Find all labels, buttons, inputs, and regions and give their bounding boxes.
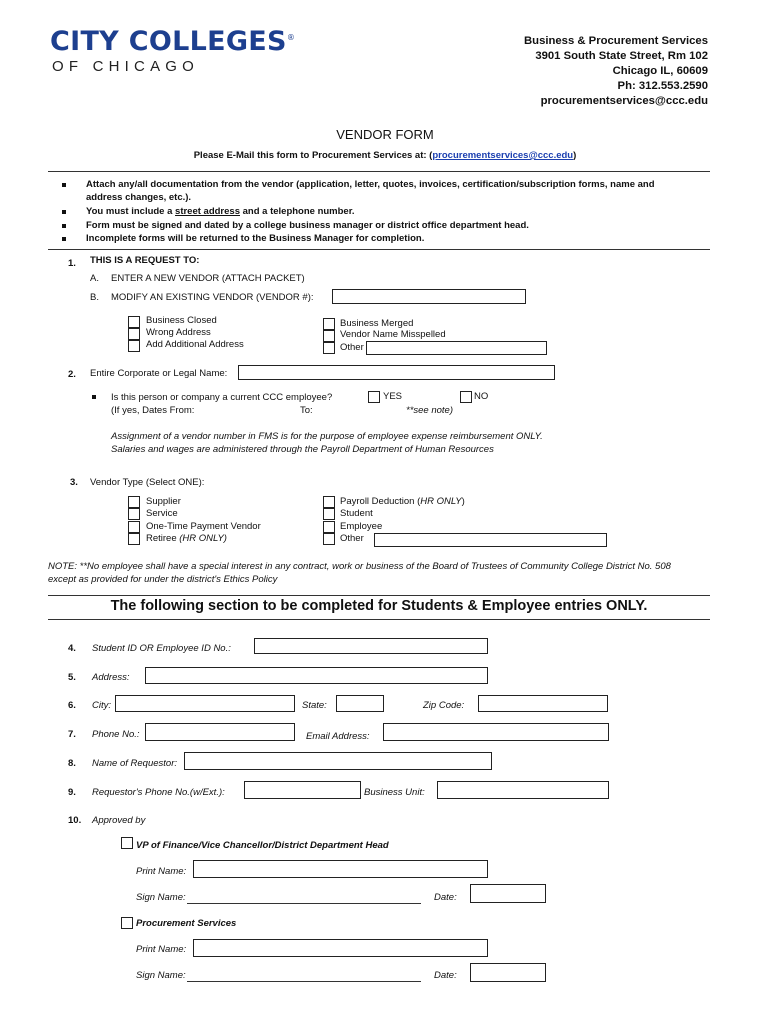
vendor-number-input[interactable] bbox=[332, 289, 526, 304]
add-address-checkbox[interactable] bbox=[128, 340, 140, 352]
vp-signature-line[interactable] bbox=[187, 903, 421, 904]
proc-sign-name-label: Sign Name: bbox=[136, 970, 186, 981]
name-misspelled-label: Vendor Name Misspelled bbox=[340, 329, 446, 340]
payroll-deduction-label: Payroll Deduction (HR ONLY) bbox=[340, 496, 465, 507]
q3-other-checkbox[interactable] bbox=[323, 533, 335, 545]
bullet-dot bbox=[92, 395, 96, 399]
procurement-email-link[interactable]: procurementservices@ccc.edu bbox=[432, 150, 574, 161]
instruction-1-cont: address changes, etc.). bbox=[86, 192, 192, 203]
instruction-1: Attach any/all documentation from the vendor (application, letter, quotes, invoices, certification/subscription forms, name and bbox=[86, 179, 655, 190]
instruction-2-underline: street address bbox=[175, 206, 240, 217]
business-merged-checkbox[interactable] bbox=[323, 318, 335, 330]
business-closed-checkbox[interactable] bbox=[128, 316, 140, 328]
address-input[interactable] bbox=[145, 667, 488, 684]
email-input[interactable] bbox=[383, 723, 609, 741]
requestor-input[interactable] bbox=[184, 752, 492, 770]
proc-print-name-input[interactable] bbox=[193, 939, 488, 957]
proc-signature-line[interactable] bbox=[187, 981, 421, 982]
note-line1: NOTE: **No employee shall have a special interest in any contract, work or business of the Board of Trustees of Community College District No. 508 bbox=[48, 561, 671, 572]
employee-yes-checkbox[interactable] bbox=[368, 391, 380, 403]
bullet-dot bbox=[62, 183, 66, 187]
city-label: City: bbox=[92, 700, 111, 711]
service-checkbox[interactable] bbox=[128, 508, 140, 520]
business-merged-label: Business Merged bbox=[340, 318, 414, 329]
q1-b-letter: B. bbox=[90, 292, 99, 303]
q9-number: 9. bbox=[68, 787, 76, 798]
header-line3: Chicago IL, 60609 bbox=[612, 65, 708, 77]
q1-other-checkbox[interactable] bbox=[323, 342, 335, 354]
section-rule-top bbox=[48, 595, 710, 596]
q10-number: 10. bbox=[68, 815, 82, 826]
q1-a-text: ENTER A NEW VENDOR (ATTACH PACKET) bbox=[111, 273, 305, 284]
logo-registered: ® bbox=[286, 33, 296, 42]
notice-line2: Salaries and wages are administered through the Payroll Department of Human Resources bbox=[111, 444, 494, 455]
add-address-label: Add Additional Address bbox=[146, 339, 244, 350]
approved-by-label: Approved by bbox=[92, 815, 146, 826]
state-label: State: bbox=[302, 700, 327, 711]
notice-line1: Assignment of a vendor number in FMS is for the purpose of employee expense reimbursement ONLY. bbox=[111, 431, 543, 442]
address-label: Address: bbox=[92, 672, 130, 683]
q1-a-letter: A. bbox=[90, 273, 99, 284]
dates-to-label: To: bbox=[300, 405, 313, 416]
q1-other-input[interactable] bbox=[366, 341, 547, 355]
form-title: VENDOR FORM bbox=[336, 127, 434, 142]
one-time-vendor-label: One-Time Payment Vendor bbox=[146, 521, 261, 532]
email-label: Email Address: bbox=[306, 731, 370, 742]
legal-name-input[interactable] bbox=[238, 365, 555, 380]
rule-2 bbox=[48, 249, 710, 250]
proc-date-input[interactable] bbox=[470, 963, 546, 982]
supplier-label: Supplier bbox=[146, 496, 181, 507]
header-line5: procurementservices@ccc.edu bbox=[540, 95, 708, 107]
vp-print-name-label: Print Name: bbox=[136, 866, 187, 877]
business-unit-input[interactable] bbox=[437, 781, 609, 799]
bullet-dot bbox=[62, 224, 66, 228]
logo-city-colleges bbox=[50, 26, 295, 57]
q1-b-text: MODIFY AN EXISTING VENDOR (VENDOR #): bbox=[111, 292, 314, 303]
service-label: Service bbox=[146, 508, 178, 519]
proc-print-name-label: Print Name: bbox=[136, 944, 187, 955]
wrong-address-checkbox[interactable] bbox=[128, 328, 140, 340]
employee-question: Is this person or company a current CCC employee? bbox=[111, 392, 333, 403]
supplier-checkbox[interactable] bbox=[128, 496, 140, 508]
header-line1: Business & Procurement Services bbox=[524, 35, 708, 47]
bullet-dot bbox=[62, 210, 66, 214]
logo-line1: CITY COLLEGES bbox=[50, 26, 287, 57]
payroll-deduction-checkbox[interactable] bbox=[323, 496, 335, 508]
top-rule bbox=[48, 171, 710, 172]
requestor-label: Name of Requestor: bbox=[92, 758, 178, 769]
vp-print-name-input[interactable] bbox=[193, 860, 488, 878]
retiree-checkbox[interactable] bbox=[128, 533, 140, 545]
vp-date-label: Date: bbox=[434, 892, 457, 903]
name-misspelled-checkbox[interactable] bbox=[323, 330, 335, 342]
q4-number: 4. bbox=[68, 643, 76, 654]
employee-no-label: NO bbox=[474, 391, 489, 402]
wrong-address-label: Wrong Address bbox=[146, 327, 211, 338]
vp-date-input[interactable] bbox=[470, 884, 546, 903]
email-instruction bbox=[0, 150, 770, 161]
id-number-label: Student ID OR Employee ID No.: bbox=[92, 643, 231, 654]
retiree-label: Retiree (HR ONLY) bbox=[146, 533, 227, 544]
q5-number: 5. bbox=[68, 672, 76, 683]
q3-other-label: Other bbox=[340, 533, 364, 544]
instruction-4: Incomplete forms will be returned to the Business Manager for completion. bbox=[86, 233, 425, 244]
zip-label: Zip Code: bbox=[423, 700, 465, 711]
header-line2: 3901 South State Street, Rm 102 bbox=[535, 50, 708, 62]
q3-other-input[interactable] bbox=[374, 533, 607, 547]
phone-label: Phone No.: bbox=[92, 729, 140, 740]
q1-number: 1. bbox=[68, 258, 76, 269]
q6-number: 6. bbox=[68, 700, 76, 711]
section-rule-bottom bbox=[48, 619, 710, 620]
student-checkbox[interactable] bbox=[323, 508, 335, 520]
see-note-label: **see note) bbox=[406, 405, 454, 416]
state-input[interactable] bbox=[336, 695, 384, 712]
email-suffix: ) bbox=[573, 150, 577, 161]
city-input[interactable] bbox=[115, 695, 295, 712]
email-prefix: Please E-Mail this form to Procurement Services at: ( bbox=[193, 150, 433, 161]
student-label: Student bbox=[340, 508, 373, 519]
employee-no-checkbox[interactable] bbox=[460, 391, 472, 403]
employee-label: Employee bbox=[340, 521, 383, 532]
q3-label: Vendor Type (Select ONE): bbox=[90, 477, 205, 488]
q1-label: THIS IS A REQUEST TO: bbox=[90, 255, 200, 266]
instruction-2 bbox=[86, 206, 355, 217]
q7-number: 7. bbox=[68, 729, 76, 740]
logo-of-chicago: OF CHICAGO bbox=[52, 58, 200, 75]
note-line2: except as provided for under the district's Ethics Policy bbox=[48, 574, 278, 585]
procurement-approval-label: Procurement Services bbox=[136, 918, 237, 929]
business-closed-label: Business Closed bbox=[146, 315, 217, 326]
header-line4: Ph: 312.553.2590 bbox=[617, 80, 708, 92]
id-number-input[interactable] bbox=[254, 638, 488, 654]
business-unit-label: Business Unit: bbox=[364, 787, 425, 798]
header-address bbox=[348, 34, 708, 109]
zip-input[interactable] bbox=[478, 695, 608, 712]
employee-checkbox[interactable] bbox=[323, 521, 335, 533]
bullet-dot bbox=[62, 237, 66, 241]
instruction-2b: and a telephone number. bbox=[242, 206, 355, 217]
q2-label: Entire Corporate or Legal Name: bbox=[90, 368, 228, 379]
vp-sign-name-label: Sign Name: bbox=[136, 892, 186, 903]
q8-number: 8. bbox=[68, 758, 76, 769]
proc-date-label: Date: bbox=[434, 970, 457, 981]
vp-approval-label: VP of Finance/Vice Chancellor/District Department Head bbox=[136, 840, 389, 851]
q2-number: 2. bbox=[68, 369, 76, 380]
vp-approval-checkbox[interactable] bbox=[121, 837, 133, 849]
section-title: The following section to be completed for Students & Employee entries ONLY. bbox=[110, 598, 648, 614]
instruction-3: Form must be signed and dated by a college business manager or district office department head. bbox=[86, 220, 529, 231]
one-time-vendor-checkbox[interactable] bbox=[128, 521, 140, 533]
phone-input[interactable] bbox=[145, 723, 295, 741]
requestor-phone-input[interactable] bbox=[244, 781, 361, 799]
q1-other-label: Other bbox=[340, 342, 364, 353]
dates-from-label: (If yes, Dates From: bbox=[111, 405, 195, 416]
employee-yes-label: YES bbox=[383, 391, 403, 402]
requestor-phone-label: Requestor's Phone No.(w/Ext.): bbox=[92, 787, 225, 798]
procurement-approval-checkbox[interactable] bbox=[121, 917, 133, 929]
instruction-2a: You must include a bbox=[86, 206, 173, 217]
q3-number: 3. bbox=[70, 477, 78, 488]
